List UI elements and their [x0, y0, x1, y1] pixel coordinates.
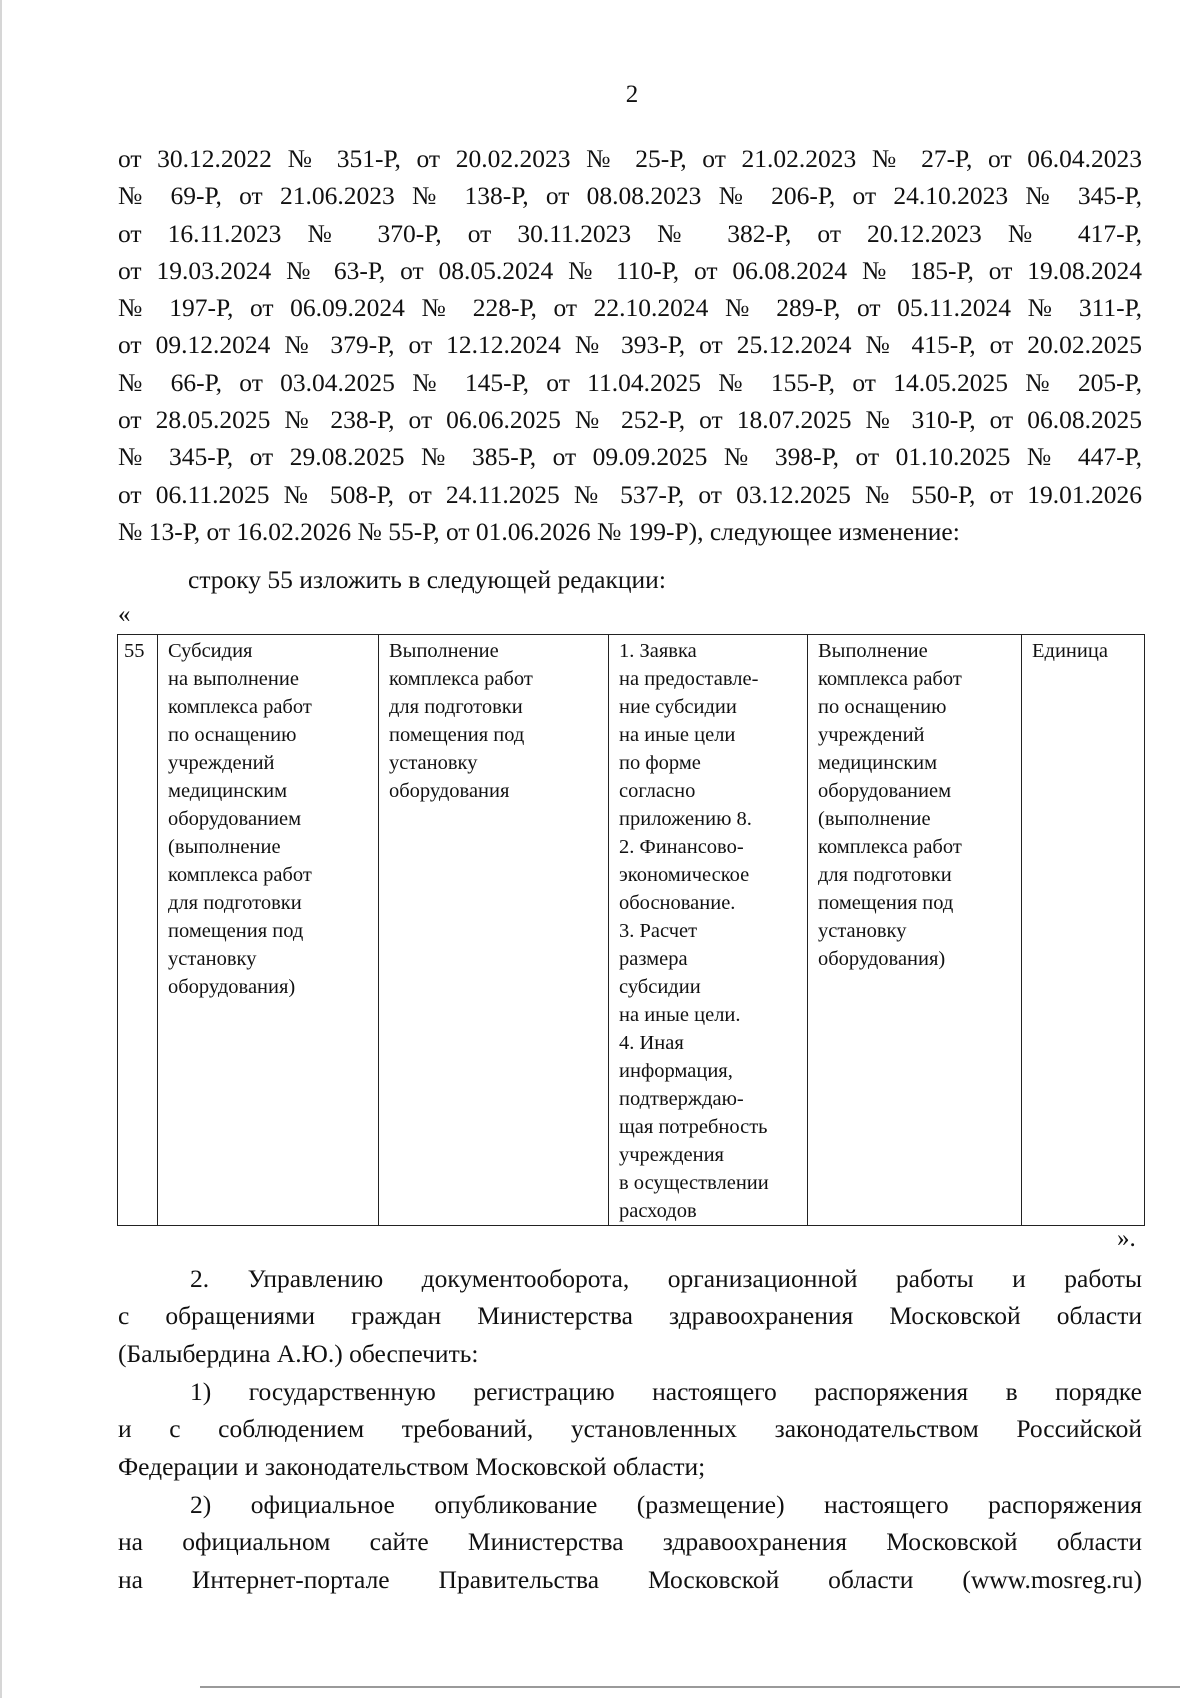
cell-text-line: на иные цели [619, 724, 736, 746]
text-line: от 28.05.2025 № 238-Р, от 06.06.2025 № 252-Р, от 18.07.2025 № 310-Р, от 06.08.2025 [118, 405, 1142, 435]
cell-text-line: Единица [1032, 640, 1108, 662]
cell-text-line: оборудованием [168, 808, 302, 830]
cell-text-line: учреждений [168, 752, 275, 774]
cell-text-line: 3. Расчет [619, 920, 698, 942]
text-line: Федерации и законодательством Московской области; [118, 1451, 706, 1481]
documents-cell [609, 635, 808, 1226]
cell-text-line: оборудованием [818, 780, 952, 802]
cell-text-line: комплекса работ [389, 668, 533, 690]
cell-text-line: комплекса работ [818, 836, 962, 858]
cell-text-line: субсидии [619, 976, 701, 998]
text-line: от 19.03.2024 № 63-Р, от 08.05.2024 № 110-Р, от 06.08.2024 № 185-Р, от 19.08.2024 [118, 255, 1142, 285]
page-edge-bottom [200, 1686, 1180, 1688]
cell-text-line: помещения под [389, 724, 525, 746]
cell-text-line: для подготовки [818, 864, 952, 886]
section-2-paragraph [118, 1260, 1142, 1372]
text-line: с обращениями граждан Министерства здравоохранения Московской области [118, 1301, 1142, 1331]
cell-text-line: по форме [619, 752, 701, 774]
cell-text-line: оборудования) [818, 948, 946, 970]
cell-text-line: медицинским [818, 752, 938, 774]
table-row [118, 635, 1145, 1226]
text-line: от 06.11.2025 № 508-Р, от 24.11.2025 № 537-Р, от 03.12.2025 № 550-Р, от 19.01.2026 [118, 479, 1142, 509]
instruction-line: строку 55 изложить в следующей редакции: [188, 565, 666, 594]
cell-text-line: оборудования) [168, 976, 296, 998]
cell-text-line: 2. Финансово- [619, 836, 744, 858]
result-cell [808, 635, 1022, 1226]
cell-text-line: установку [389, 752, 478, 774]
unit-cell [1022, 635, 1145, 1226]
cell-text-line: размера [619, 948, 688, 970]
cell-text-line: для подготовки [168, 892, 302, 914]
cell-text-line: комплекса работ [168, 696, 312, 718]
cell-text-line: на предоставле- [619, 668, 759, 690]
cell-text-line: щая потребность [619, 1116, 768, 1138]
text-line: № 66-Р, от 03.04.2025 № 145-Р, от 11.04.2025 № 155-Р, от 14.05.2025 № 205-Р, [118, 367, 1142, 397]
cell-text-line: Субсидия [168, 640, 253, 662]
cell-text-line: установку [168, 948, 257, 970]
cell-text-line: ние субсидии [619, 696, 737, 718]
text-line: от 09.12.2024 № 379-Р, от 12.12.2024 № 393-Р, от 25.12.2024 № 415-Р, от 20.02.2025 [118, 330, 1142, 360]
row-number-cell [118, 635, 158, 1226]
cell-text-line: в осуществлении [619, 1172, 769, 1194]
cell-text-line: по оснащению [168, 724, 297, 746]
cell-text-line: установку [818, 920, 907, 942]
cell-text-line: экономическое [619, 864, 750, 886]
cell-text-line: помещения под [168, 920, 304, 942]
text-line: от 16.11.2023 № 370-Р, от 30.11.2023 № 382-Р, от 20.12.2023 № 417-Р, [118, 218, 1142, 248]
page-number: 2 [625, 81, 639, 108]
cell-text-line: оборудования [389, 780, 510, 802]
cell-text-line: помещения под [818, 892, 954, 914]
cell-text-line: согласно [619, 780, 696, 802]
cell-text-line: информация, [619, 1060, 733, 1082]
cell-text-line: медицинским [168, 780, 288, 802]
cell-text-line: приложению 8. [619, 808, 752, 830]
cell-text-line: обоснование. [619, 892, 736, 914]
cell-text-line: комплекса работ [168, 864, 312, 886]
text-line: и с соблюдением требований, установленных законодательством Российской [118, 1414, 1142, 1444]
text-line: 1) государственную регистрацию настоящего распоряжения в порядке [190, 1377, 1142, 1406]
text-line: № 69-Р, от 21.06.2023 № 138-Р, от 08.08.2023 № 206-Р, от 24.10.2023 № 345-Р, [118, 181, 1142, 211]
item-2-paragraph [118, 1486, 1142, 1598]
cell-text-line: по оснащению [818, 696, 947, 718]
opening-quote: « [118, 601, 131, 628]
text-line: № 197-Р, от 06.09.2024 № 228-Р, от 22.10.2024 № 289-Р, от 05.11.2024 № 311-Р, [118, 293, 1142, 323]
cell-text-line: Выполнение [818, 640, 928, 662]
text-line: на Интернет-портале Правительства Московской области (www.mosreg.ru) [118, 1564, 1142, 1594]
row-number: 55 [124, 640, 145, 662]
cell-text-line: учреждений [818, 724, 925, 746]
cell-text-line: учреждения [619, 1144, 724, 1166]
text-line: 2) официальное опубликование (размещение) настоящего распоряжения [190, 1490, 1142, 1519]
cell-text-line: на иные цели. [619, 1004, 741, 1026]
cell-text-line: 4. Иная [619, 1032, 684, 1054]
cell-text-line: на выполнение [168, 668, 299, 690]
subsidy-name-cell [158, 635, 379, 1226]
amendment-list-paragraph [118, 140, 1142, 550]
cell-text-line: подтверждаю- [619, 1088, 744, 1110]
closing-quote: ». [1117, 1225, 1136, 1252]
page-edge-left [0, 0, 2, 1698]
cell-text-line: (выполнение [168, 836, 281, 858]
text-line: от 30.12.2022 № 351-Р, от 20.02.2023 № 25-Р, от 21.02.2023 № 27-Р, от 06.04.2023 [118, 144, 1142, 173]
cell-text-line: Выполнение [389, 640, 499, 662]
cell-text-line: (выполнение [818, 808, 931, 830]
cell-text-line: расходов [619, 1200, 697, 1222]
text-line: на официальном сайте Министерства здравоохранения Московской области [118, 1527, 1142, 1557]
text-line: № 345-Р, от 29.08.2025 № 385-Р, от 09.09.2025 № 398-Р, от 01.10.2025 № 447-Р, [118, 442, 1142, 472]
cell-text-line: комплекса работ [818, 668, 962, 690]
amendment-table [117, 634, 1145, 1226]
cell-text-line: 1. Заявка [619, 640, 697, 662]
text-line: № 13-Р, от 16.02.2026 № 55-Р, от 01.06.2026 № 199-Р), следующее изменение: [118, 516, 960, 546]
text-line: 2. Управлению документооборота, организационной работы и работы [190, 1264, 1142, 1293]
item-1-paragraph [118, 1373, 1142, 1485]
cell-text-line: для подготовки [389, 696, 523, 718]
text-line: (Балыбердина А.Ю.) обеспечить: [118, 1338, 479, 1368]
purpose-cell [379, 635, 609, 1226]
